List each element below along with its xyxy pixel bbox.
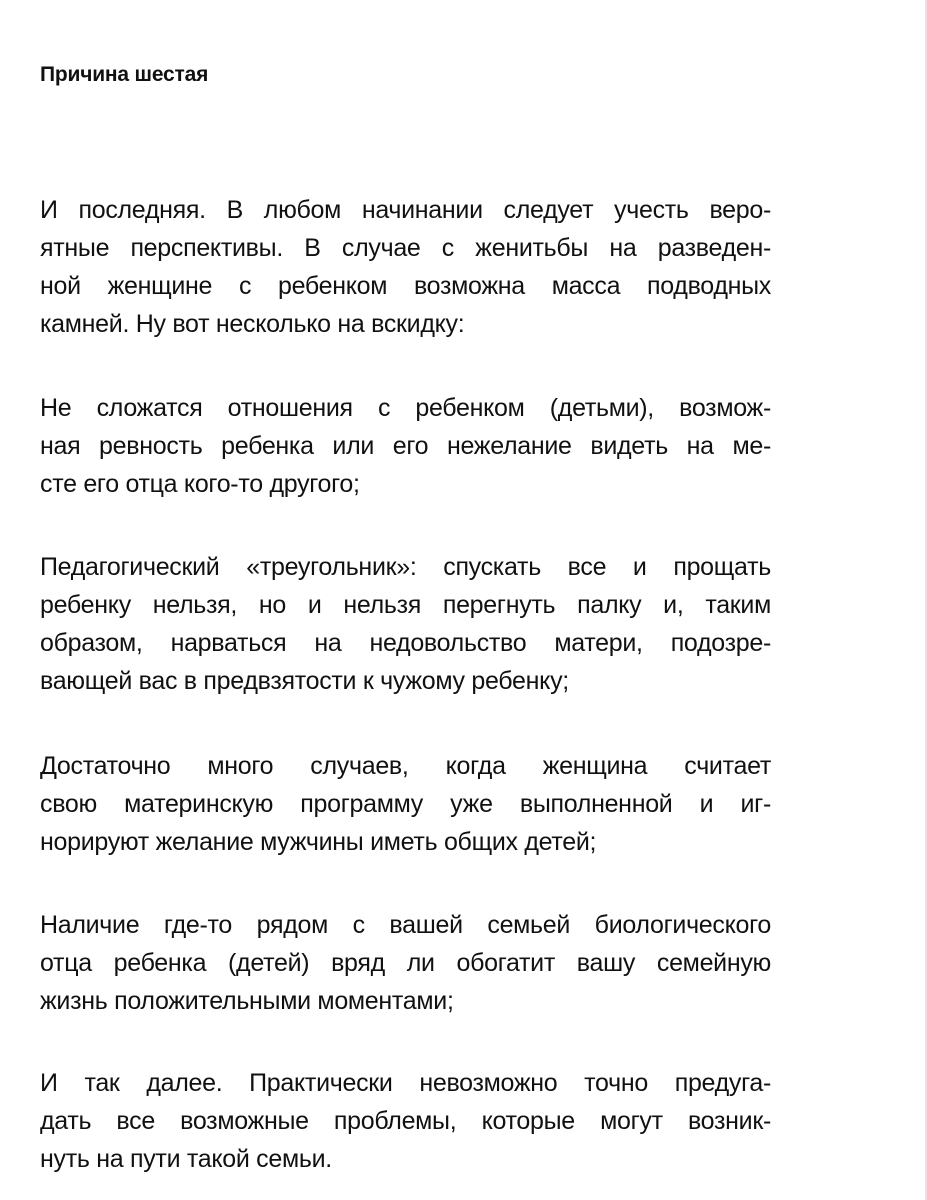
paragraph-pedagogical-triangle (40, 548, 771, 700)
text-line: ная ревность ребенка или его нежелание видеть на ме- (40, 432, 771, 460)
text-line: отца ребенка (детей) вряд ли обогатит вашу семейную (40, 949, 771, 977)
paragraph-biological-father (40, 906, 771, 1020)
text-line: свою материнскую программу уже выполненной и иг- (40, 790, 771, 818)
section-heading: Причина шестая (40, 63, 209, 86)
text-line: норируют желание мужчины иметь общих детей; (40, 828, 597, 856)
text-line: сте его отца кого-то другого; (40, 470, 360, 498)
paragraph-conclusion (40, 1064, 771, 1178)
text-line: жизнь положительными моментами; (40, 987, 454, 1015)
text-line: Педагогический «треугольник»: спускать все и прощать (40, 553, 771, 581)
text-line: ятные перспективы. В случае с женитьбы на разведен- (40, 234, 771, 262)
text-line: ной женщине с ребенком возможна масса подводных (40, 272, 771, 300)
text-line: И так далее. Практически невозможно точно предуга- (40, 1069, 771, 1097)
text-line: ребенку нельзя, но и нельзя перегнуть палку и, таким (40, 591, 771, 619)
paragraph-child-relations (40, 389, 771, 503)
text-line: Наличие где-то рядом с вашей семьей биологического (40, 911, 771, 939)
text-line: Достаточно много случаев, когда женщина считает (40, 752, 771, 780)
text-line: нуть на пути такой семьи. (40, 1145, 332, 1173)
text-line: образом, нарваться на недовольство матери, подозре- (40, 629, 771, 657)
text-line: дать все возможные проблемы, которые могут возник- (40, 1107, 771, 1135)
text-line: Не сложатся отношения с ребенком (детьми), возмож- (40, 394, 771, 422)
paragraph-maternal-program (40, 747, 771, 861)
paragraph-intro (40, 191, 771, 343)
text-line: вающей вас в предвзятости к чужому ребенку; (40, 667, 569, 695)
text-line: камней. Ну вот несколько на вскидку: (40, 310, 465, 338)
text-line: И последняя. В любом начинании следует учесть веро- (40, 196, 771, 224)
